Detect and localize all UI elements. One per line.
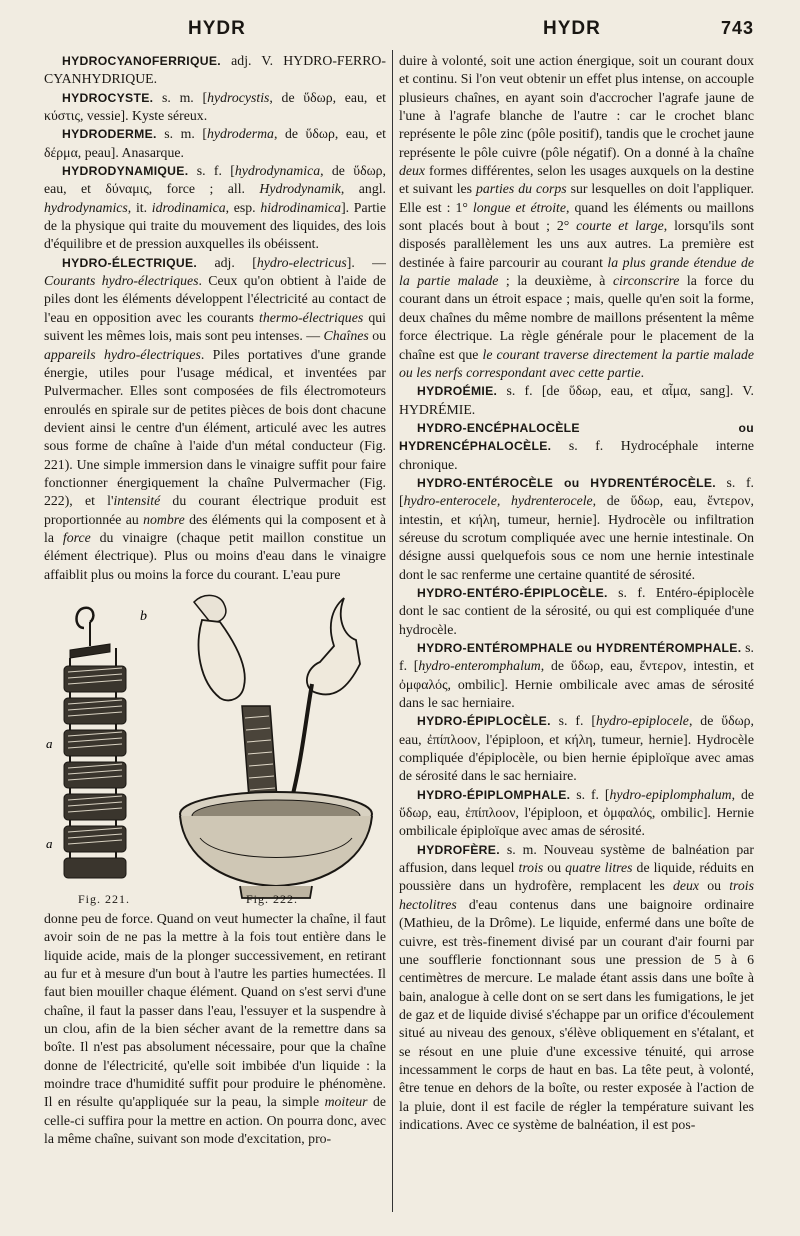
entry-hydro-electrique-continued [44, 910, 386, 1148]
entry-headword: HYDROCYANOFERRIQUE. [62, 54, 221, 68]
entry-text: . Piles portatives d'une grande énergie, utiles pour l'usage médical, et inventées par Pulvermacher. Elles sont composées de fils électromoteurs enroulés en spirale sur de petites pièces de bois dont chacune devient ainsi le centre d'un élément, articulé avec les autres sous forme de chaîne à l'aide d'un métal conducteur (Fig. 221). Une simple immersion dans le vinaigre suffit pour faire fonctionner énergiquement la chaîne Pulvermacher (Fig. 222), et l' [44, 346, 386, 509]
entry-text: , de ὕδωρ, eau, ἐπίπλοον, l'épiploon, et κήλη, tumeur, hernie]. Hydrocèle compliquée d'épiplocèle, ou bien hernie épiploïque avec amas de sérosité dans le sac herniaire. [399, 713, 754, 784]
entry-headword: HYDRODYNAMIQUE. [62, 164, 189, 179]
entry-text: , esp. [225, 199, 261, 215]
entry-hydro-enterocele [399, 474, 754, 584]
entry-text: . [640, 364, 645, 380]
entry-headword: HYDRO-ENTÉRO-ÉPIPLOCÈLE. [417, 585, 608, 600]
entry-text: de liquide, réduits en poussière dans un hydrofère, remplacent les [399, 860, 754, 894]
entry-gloss: idrodinamica [151, 199, 226, 215]
entry-text: s. f. [ [570, 786, 610, 802]
entry-text: s. f. [ [399, 640, 754, 674]
entry-text: , de ὕδωρ, eau, ἔντερον, intestin, et ὀμφαλός, ombilic]. Hernie ombilicale avec amas de sérosité dans le sac herniaire. [399, 658, 754, 711]
entry-gloss: hydrocystis [207, 89, 270, 105]
entry-headword: HYDROÉMIE. [417, 384, 498, 399]
entry-headword: HYDRO-ÉPIPLOCÈLE. [417, 714, 551, 729]
running-head-left: HYDR [188, 18, 246, 39]
entry-text: s. f. [ [188, 163, 235, 179]
entry-hydrofere [399, 841, 754, 1135]
entry-hydro-epiplocele [399, 712, 754, 785]
entry-text: s. m. Nouveau système de balnéation par affusion, dans lequel [399, 841, 754, 876]
running-head-right: HYDR [543, 18, 601, 39]
entry-gloss: appareils hydro-électriques [44, 346, 201, 362]
entry-gloss: deux [672, 878, 700, 894]
entry-gloss: moiteur [324, 1094, 368, 1110]
entry-text: , angl. [340, 181, 386, 197]
entry-text: , de ὕδωρ, eau, et δύναμις, force ; all. [44, 163, 386, 197]
figures-221-222 [44, 588, 386, 908]
entry-text: qui suivent les mêmes lois, mais sont peu intenses. — [44, 309, 386, 344]
entry-gloss: hydrodynamica [234, 163, 321, 179]
entry-text: , de ὕδωρ, eau, ἔντερον, intestin, et κήλη, tumeur, hernie]. Hydrocèle ou infiltration séreuse du scrotum compliquée avec une hernie intestinale. On désigne aussi quelquefois sous ce nom une hernie intestinale dont le sac renferme une certaine quantité de sérosité. [399, 493, 754, 582]
entry-gloss: hydro-epiplocele [595, 713, 689, 729]
entry-text: ou [699, 878, 730, 894]
entry-headword: HYDRODERME. [62, 127, 157, 142]
left-column [44, 52, 386, 1148]
column-divider [392, 50, 393, 1212]
entry-gloss: courte et large [576, 218, 664, 234]
entry-hydro-entero-epiplocele [399, 584, 754, 639]
figure-label-a: a [46, 735, 53, 751]
entry-text: adj. V. HYDRO-FERRO-CYANHYDRIQUE. [44, 53, 386, 87]
entry-hydrocyste [44, 89, 386, 126]
entry-gloss: hydro-epiplomphalum [609, 786, 732, 802]
entry-gloss: hidrodinamica [260, 199, 342, 215]
entry-text: ]. — [346, 254, 386, 270]
entry-headword: HYDROCYSTE. [62, 90, 154, 105]
right-hand-icon [307, 598, 360, 694]
entry-headword: HYDROFÈRE. [417, 842, 500, 857]
fig-221-chain [64, 608, 126, 878]
fig-222-basin [180, 595, 372, 898]
entry-text: s. f. [de ὕδωρ, eau, et αἷμα, sang]. V. HYDRÉMIE. [399, 383, 754, 417]
entry-headword: HYDRO-ENTÉROMPHALE ou HYDRENTÉROMPHALE. [417, 641, 742, 655]
entry-text: s. m. [ [153, 89, 208, 105]
right-column [399, 52, 754, 1134]
left-hand-icon [199, 620, 245, 700]
entry-text: du courant électrique produit est proportionnée au [44, 493, 387, 527]
entry-gloss: quatre litres [565, 860, 633, 876]
basin-bowl [180, 816, 372, 886]
entry-gloss: Chaînes [323, 328, 369, 344]
entry-text: s. m. [ [156, 126, 208, 142]
entry-text: , it. [127, 199, 152, 215]
entry-text: s. f. Hydrocéphale interne chronique. [399, 438, 754, 472]
page-number: 743 [720, 18, 754, 38]
entry-gloss: intensité [113, 493, 161, 509]
entry-gloss: trois hectolitres [399, 878, 754, 912]
entry-gloss: trois [518, 860, 544, 876]
entry-gloss: hydro-enteromphalum [418, 658, 541, 674]
entry-gloss: Hydrodynamik [259, 181, 341, 197]
entry-gloss: hydrodynamics [44, 199, 128, 215]
entry-hydro-electrique [44, 254, 386, 584]
entry-text: duire à volonté, soit une action énergique, soit un courant doux et continu. Si l'on veut obtenir un effet plus intense, on accouple plusieurs chaînes, en ayant soin d'accrocher l'agrafe jaune de l'une à l'agrafe blanche de l'autre : car le crochet blanc représente le pôle zinc (pôle positif), tandis que le crochet jaune représente le pôle cuivre (pôle négatif). On a donné à la chaîne [399, 53, 754, 160]
entry-text: , de ὕδωρ, eau, et κύστις, vessie]. Kyste séreux. [44, 89, 386, 124]
entry-gloss: le courant traverse directement la partie malade ou les nerfs correspondant avec cette partie [399, 346, 754, 380]
entry-text: s. f. [ [399, 474, 754, 509]
entry-gloss: force [62, 529, 91, 545]
entry-gloss: hydro-electricus [256, 254, 347, 270]
entry-text: des éléments qui la composent et à la [44, 511, 386, 545]
entry-gloss: la plus grande étendue de la partie malade [399, 254, 754, 289]
entry-text: ou [368, 328, 386, 344]
entry-hydro-encephalocele [399, 419, 754, 474]
entry-text: sur lesquelles on doit l'appliquer. Elle est : 1° [399, 181, 754, 215]
running-head [0, 18, 800, 48]
figure-caption-221: Fig. 221. [78, 891, 131, 906]
entry-text: , lorsqu'ils sont disposés parallèlement les uns aux autres. La première est destinée à faire parcourir au courant [399, 218, 754, 270]
entry-hydrodynamique [44, 162, 386, 254]
entry-text: de celle-ci suffira pour la mettre en action. On pourra donc, avec la même chaîne, suivant son mode d'excitation, pro- [44, 1094, 386, 1147]
entry-gloss: parties du corps [475, 181, 567, 197]
entry-text: s. f. Entéro-épiplocèle dont le sac contient de la sérosité, ou qui est compliquée d'une hydrocèle. [399, 584, 754, 637]
entry-hydroderme [44, 125, 386, 162]
figure-caption-222: Fig. 222. [246, 891, 299, 906]
left-cuff [194, 595, 226, 622]
entry-text: ]. Partie de la physique qui traite du mouvement des liquides, des lois d'équilibre et de pression auxquelles ils obéissent. [44, 199, 386, 252]
entry-hydro-enteromphale [399, 639, 754, 712]
entry-headword: HYDRO-ENTÉROCÈLE ou HYDRENTÉROCÈLE. [417, 475, 716, 490]
entry-text: adj. [ [197, 254, 257, 270]
entry-text: du vinaigre (chaque petit maillon constitue un élément électrique). Plus ou moins d'eau dans le vinaigre affaiblit plus ou moins la force du courant. L'eau pure [44, 529, 387, 582]
entry-hydro-epiplomphale [399, 786, 754, 841]
entry-text: d'eau contenus dans une baignoire ordinaire (Mathieu, de la Drôme). Le liquide, enfermé dans une boîte de cuivre, est très-finement divisé par un courant d'air fourni par une soufflerie fonctionnant sous une pression de 5 à 6 centimètres de mercure. Le malade étant assis dans une boîte à bain, analogue à celle dont on se sert dans les fumigations, le jet de gaz et de liquide divisé s'échappe par un orifice d'écoulement situé au niveau des genoux, s'élève obliquement en s'étalant, et se résout en une pluie d'une excessive ténuité, qui arrose incessamment le corps de haut en bas. La tête peut, à volonté, être tenue en dehors de la boîte, ou rester exposée à l'action de la pluie, dont il est facile de régler la température suivant les indications. Avec ce système de balnéation, il est pos- [399, 896, 754, 1132]
entry-text: s. f. [ [550, 713, 596, 729]
entry-text: , de ὕδωρ, eau, ἐπίπλοον, l'épiploon, et ὀμφαλός, ombilic]. Hernie ombilicale épiploïque avec amas de sérosité. [399, 786, 754, 839]
entry-text: , quand les éléments ou maillons sont placés bout à bout ; 2° [399, 199, 754, 234]
entry-text: . Ceux qu'on obtient à l'aide de piles dont les éléments développent l'électricité au contact de l'eau en opposition avec les courants [44, 273, 386, 325]
entry-gloss: hydro-enterocele, hydrenterocele [403, 493, 593, 509]
entry-text: formes différentes, selon les usages auxquels on la destine et suivant les [399, 163, 754, 197]
entry-text: ; la deuxième, à [498, 273, 613, 289]
entry-headword: HYDRO-ENCÉPHALOCÈLE ou HYDRENCÉPHALOCÈLE. [399, 420, 754, 454]
entry-text: , de ὕδωρ, eau, et δέρμα, peau]. Anasarque. [44, 126, 386, 160]
entry-headword: HYDRO-ÉPIPLOMPHALE. [417, 787, 571, 802]
entry-gloss: thermo-électriques [258, 309, 364, 325]
figure-label-a: a [46, 835, 53, 851]
entry-gloss: nombre [143, 511, 185, 527]
entry-headword: HYDRO-ÉLECTRIQUE. [62, 255, 198, 270]
entry-gloss: hydroderma [207, 126, 274, 142]
entry-gloss: Courants hydro-électriques [44, 273, 199, 289]
entry-gloss: deux [399, 163, 426, 179]
entry-text: donne peu de force. Quand on veut humecter la chaîne, il faut avoir soin de ne pas la mettre à la fois tout entière dans le liquide acide, mais de la plonger successivement, en retirant au fur et à mesure d'un bout à l'autre les parties humectées. Il faut bien mouiller chaque élément. Quand on s'est servi d'une chaîne, il faut la passer dans l'eau, l'essuyer et la suspendre à un clou, afin de la bien sécher avant de la remettre dans sa boîte. Il n'est pas absolument nécessaire, pour que la chaîne donne de l'électricité, qu'elle soit imbibée d'un liquide : la moindre trace d'humidité suffit pour produire le phénomène. Il en résulte qu'appliquée sur la peau, la simple [44, 910, 386, 1110]
entry-text: ou [543, 860, 566, 876]
entry-hydrocyanoferrique [44, 52, 386, 89]
entry-gloss: circonscrire [612, 273, 680, 289]
figure-label-b: b [140, 608, 147, 624]
entry-hydroemie [399, 382, 754, 419]
entry-continued [399, 52, 754, 382]
entry-text: la force du courant dans un étroit espace ; mais, quelle qu'en soit la forme, deux chaînes du même nombre de maillons présentent la même force électrique. La règle générale pour le placement de la chaîne est que [399, 273, 755, 362]
entry-gloss: longue et étroite [472, 199, 566, 215]
pulvermacher-chain-illustration [44, 588, 386, 908]
